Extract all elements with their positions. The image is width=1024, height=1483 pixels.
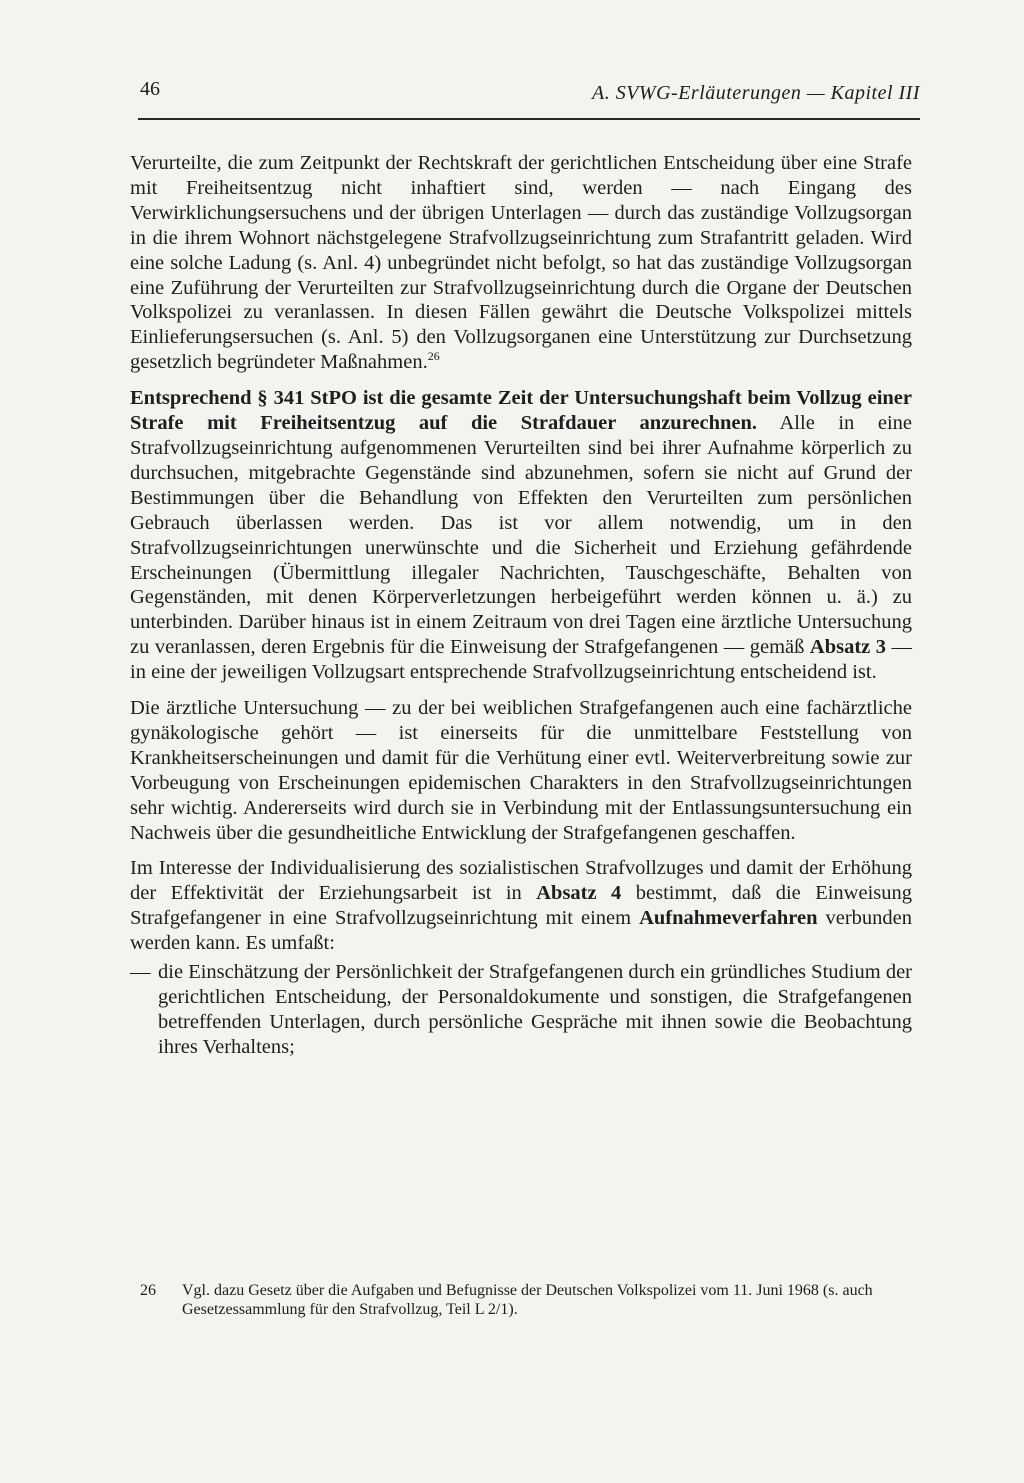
paragraph-2-bold-ref: Absatz 3 bbox=[809, 636, 887, 659]
paragraph-3 bbox=[130, 696, 912, 845]
list-dash: — bbox=[130, 961, 151, 984]
page-header bbox=[140, 78, 920, 114]
list-item-text: die Einschätzung der Persönlichkeit der Strafgefangenen durch ein gründliches Studium der gerichtlichen Entscheidung, der Personaldokumente und sonstigen, die Strafgefangenen betreffenden Unterlagen, durch persönliche Gespräche mit ihnen sowie die Beobachtung ihres Verhaltens; bbox=[158, 961, 912, 1058]
paragraph-4 bbox=[130, 856, 912, 956]
running-head: A. SVWG-Erläuterungen — Kapitel III bbox=[592, 82, 920, 104]
paragraph-4-text-b: bestimmt, daß die Einweisung Strafgefangener in eine Strafvollzugseinrichtung mit einem bbox=[130, 882, 912, 930]
paragraph-4-text-a: Im Interesse der Individualisierung des sozialistischen Strafvollzuges und damit der Erhöhung der Effektivität der Erziehungsarbeit ist in bbox=[130, 857, 912, 905]
footnote bbox=[140, 1281, 912, 1319]
paragraph-3-text: Die ärztliche Untersuchung — zu der bei weiblichen Strafgefangenen auch eine fachärztliche gynäkologische gehört — ist einerseits für die unmittelbare Feststellung von Krankheitserscheinungen und damit für die Verhütung einer evtl. Weiterverbreitung sowie zur Vorbeugung von Erscheinungen epidemischen Charakters in den Strafvollzugseinrichtungen sehr wichtig. Andererseits wird durch sie in Verbindung mit der Entlassungsuntersuchung ein Nachweis über die gesundheitliche Entwicklung der Strafgefangenen geschaffen. bbox=[130, 697, 912, 844]
paragraph-1 bbox=[130, 151, 912, 375]
footnote-reference: 26 bbox=[427, 349, 440, 364]
paragraph-2 bbox=[130, 386, 912, 685]
paragraph-4-bold-ref: Absatz 4 bbox=[536, 882, 622, 905]
footnote-text: Vgl. dazu Gesetz über die Aufgaben und Befugnisse der Deutschen Volkspolizei vom 11. Juni 1968 (s. auch Gesetzessammlung für den Strafvollzug, Teil L 2/1). bbox=[182, 1282, 873, 1318]
list-item bbox=[130, 960, 912, 1060]
page-number: 46 bbox=[140, 78, 160, 100]
paragraph-2-text-b: — in eine der jeweiligen Vollzugsart entsprechende Strafvollzugseinrichtung entscheidend ist. bbox=[130, 636, 913, 684]
paragraph-4-bold-term: Aufnahmeverfahren bbox=[639, 907, 818, 930]
body-text bbox=[130, 151, 912, 1060]
paragraph-4-text-c: verbunden werden kann. Es umfaßt: bbox=[130, 907, 913, 955]
footnote-number: 26 bbox=[140, 1282, 156, 1299]
paragraph-1-text: Verurteilte, die zum Zeitpunkt der Rechtskraft der gerichtlichen Entscheidung über eine Strafe mit Freiheitsentzug nicht inhaftiert sind, werden — nach Eingang des Verwirklichungsersuchens und der übrigen Unterlagen — durch das zuständige Vollzugsorgan in die ihrem Wohnort nächstgelegene Strafvollzugseinrichtung zum Strafantritt geladen. Wird eine solche Ladung (s. Anl. 4) unbegründet nicht befolgt, so hat das zuständige Vollzugsorgan eine Zuführung der Verurteilten zur Strafvollzugseinrichtung durch die Organe der Deutschen Volkspolizei zu veranlassen. In diesen Fällen gewährt die Deutsche Volkspolizei mittels Einlieferungsersuchen (s. Anl. 5) den Vollzugsorganen eine Unterstützung zur Durchsetzung gesetzlich begründeter Maßnahmen. bbox=[130, 152, 912, 374]
paragraph-2-bold-lead: Entsprechend § 341 StPO ist die gesamte Zeit der Untersuchungshaft beim Vollzug einer Strafe mit Freiheitsentzug auf die Strafdauer anzurechnen. bbox=[130, 387, 912, 435]
header-rule bbox=[138, 118, 920, 120]
paragraph-2-text-a: Alle in eine Strafvollzugseinrichtung aufgenommenen Verurteilten sind bei ihrer Aufnahme körperlich zu durchsuchen, mitgebrachte Gegenstände sind abzunehmen, sofern sie nicht auf Grund der Bestimmungen über die Behandlung von Effekten den Verurteilten zum persönlichen Gebrauch überlassen werden. Das ist vor allem notwendig, um in den Strafvollzugseinrichtungen unerwünschte und die Sicherheit und Erziehung gefährdende Erscheinungen (Übermittlung illegaler Nachrichten, Tauschgeschäfte, Behalten von Gegenständen, mit denen Körperverletzungen herbeigeführt werden können u. ä.) zu unterbinden. Darüber hinaus ist in einem Zeitraum von drei Tagen eine ärztliche Untersuchung zu veranlassen, deren Ergebnis für die Einweisung der Strafgefangenen — gemäß bbox=[130, 412, 912, 659]
